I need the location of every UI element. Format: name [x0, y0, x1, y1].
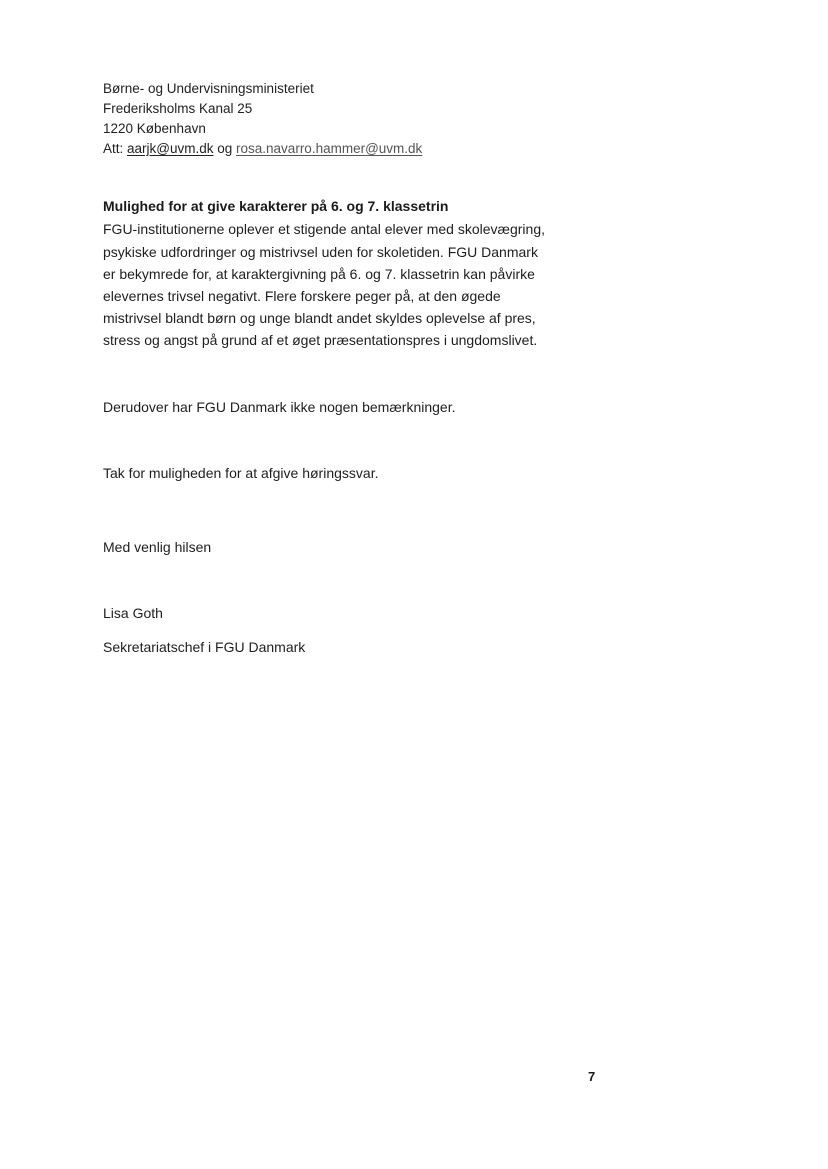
att-email-link-1[interactable]: aarjk@uvm.dk — [127, 141, 214, 156]
paragraph-line: er bekymrede for, at karaktergivning på 6. og 7. klassetrin kan påvirke — [103, 266, 535, 282]
recipient-att-line — [103, 139, 422, 159]
paragraph-line: stress og angst på grund af et øget præsentationspres i ungdomslivet. — [103, 332, 538, 348]
recipient-line-3: 1220 København — [103, 121, 206, 136]
att-email-link-2[interactable]: rosa.navarro.hammer@uvm.dk — [236, 141, 423, 156]
signature-title: Sekretariatschef i FGU Danmark — [103, 639, 306, 655]
paragraph-line: psykiske udfordringer og mistrivsel uden for skoletiden. FGU Danmark — [103, 244, 538, 260]
page-number: 7 — [588, 1069, 596, 1084]
section-heading: Mulighed for at give karakterer på 6. og 7. klassetrin — [103, 198, 449, 214]
recipient-line-1: Børne- og Undervisningsministeriet — [103, 81, 314, 96]
att-label: Att: — [103, 141, 128, 156]
remarks-text: Derudover har FGU Danmark ikke nogen bemærkninger. — [103, 399, 456, 415]
signature-name: Lisa Goth — [103, 605, 163, 621]
recipient-line-2: Frederiksholms Kanal 25 — [103, 101, 253, 116]
paragraph-line: elevernes trivsel negativt. Flere forskere peger på, at den øgede — [103, 288, 501, 304]
paragraph-line: mistrivsel blandt børn og unge blandt andet skyldes oplevelse af pres, — [103, 310, 536, 326]
paragraph-line: FGU-institutionerne oplever et stigende antal elever med skolevægring, — [103, 221, 546, 237]
closing-text: Med venlig hilsen — [103, 539, 212, 555]
att-joiner: og — [213, 141, 237, 156]
thanks-text: Tak for muligheden for at afgive høringssvar. — [103, 465, 379, 481]
